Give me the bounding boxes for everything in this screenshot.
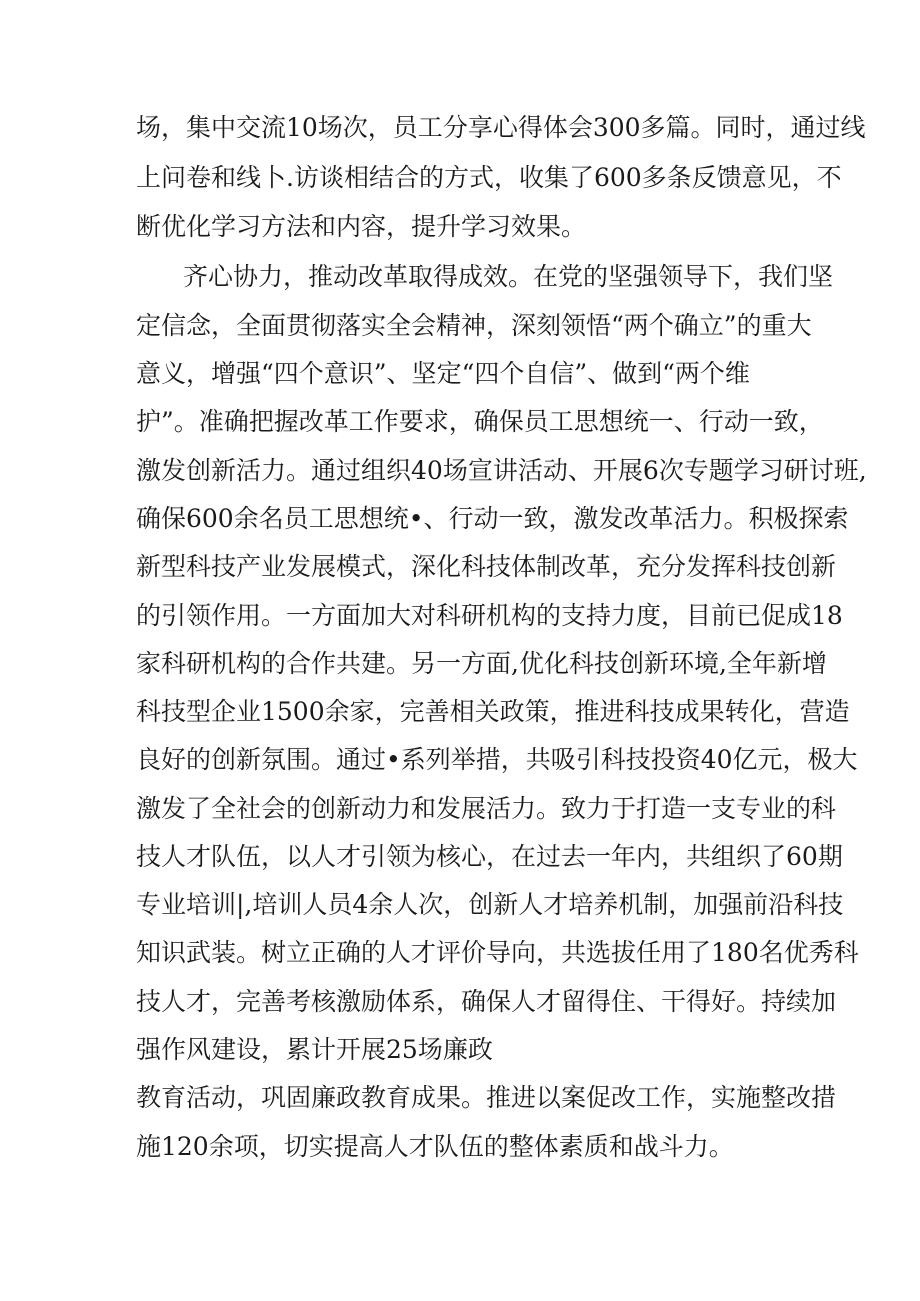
- text-line-18: 知识武装。树立正确的人才评价导向，共选拔任用了180名优秀科: [136, 938, 859, 967]
- text-line-10: 新型科技产业发展模式，深化科技体制改革，充分发挥科技创新: [136, 552, 837, 581]
- paragraph-2-first-line: 齐心协力，推动改革取得成效。在党的坚强领导下，我们坚: [183, 262, 834, 291]
- text-line-21: 教育活动，巩固廉政教育成果。推进以案促改工作，实施整改措: [136, 1083, 837, 1112]
- text-line-8: 激发创新活力。通过组织40场宣讲活动、开展6次专题学习研讨班,: [136, 456, 867, 485]
- text-line-15: 激发了全社会的创新动力和发展活力。致力于打造一支专业的科: [136, 794, 837, 823]
- text-line-3: 断优化学习方法和内容，提升学习效果。: [136, 212, 587, 241]
- text-line-19: 技人才，完善考核激励体系，确保人才留得住、干得好。持续加: [136, 987, 837, 1016]
- text-line-17: 专业培训|,培训人员4余人次，创新人才培养机制，加强前沿科技: [136, 890, 844, 919]
- text-line-11: 的引领作用。一方面加大对科研机构的支持力度，目前已促成18: [136, 601, 843, 630]
- text-line-5: 定信念，全面贯彻落实全会精神，深刻领悟“两个确立”的重大: [136, 311, 812, 340]
- text-line-20: 强作风建设，累计开展25场廉政: [136, 1035, 493, 1064]
- text-line-6: 意义，增强“四个意识”、坚定“四个自信”、做到“两个维: [136, 359, 750, 388]
- text-line-9: 确保600余名员工思想统•、行动一致，激发改革活力。积极探索: [136, 504, 849, 533]
- text-line-7: 护”。准确把握改革工作要求，确保员工思想统一、行动一致，: [136, 407, 824, 436]
- text-line-22: 施120余项，切实提高人才队伍的整体素质和战斗力。: [136, 1132, 734, 1161]
- text-line-14: 良好的创新氛围。通过•系列举措，共吸引科技投资40亿元，极大: [136, 745, 858, 774]
- text-line-16: 技人才队伍，以人才引领为核心，在过去一年内，共组织了60期: [136, 842, 843, 871]
- text-line-1: 场，集中交流10场次，员工分享心得体会300多篇。同时，通过线: [136, 113, 866, 142]
- text-line-13: 科技型企业1500余家，完善相关政策，推进科技成果转化，营造: [136, 697, 850, 726]
- text-line-2: 上问卷和线卜.访谈相结合的方式，收集了600多条反馈意见，不: [136, 163, 842, 192]
- text-line-12: 家科研机构的合作共建。另一方面,优化科技创新环境,全年新增: [136, 649, 827, 678]
